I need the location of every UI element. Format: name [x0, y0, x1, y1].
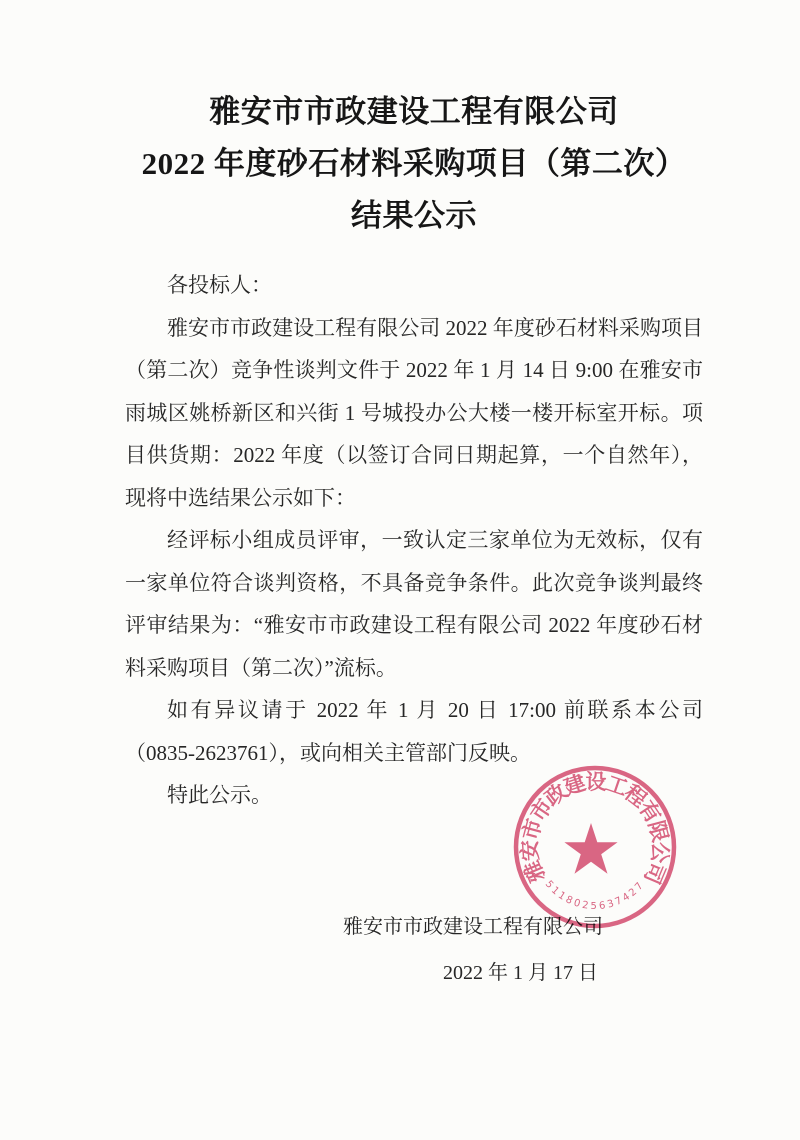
seal-registration-code: 5118025637427	[542, 878, 648, 913]
signature-company: 雅安市市政建设工程有限公司	[343, 915, 603, 938]
document-title	[125, 0, 703, 242]
paragraph-opening-info: 雅安市市政建设工程有限公司 2022 年度砂石材料采购项目（第二次）竞争性谈判文件于 2022 年 1 月 14 日 9:00 在雅安市雨城区姚桥新区和兴街 1 号城投办公大楼一楼开标室开标。项目供货期：2022 年度（以签订合同日期起算，一个自然年），现将中选结果公示如下：	[125, 315, 703, 510]
title-line-result: 结果公示	[351, 198, 477, 233]
document-body	[125, 264, 703, 817]
salutation: 各投标人：	[167, 273, 272, 297]
seal-company-text: 雅安市市政建设工程有限公司	[517, 770, 673, 886]
title-line-company: 雅安市市政建设工程有限公司	[209, 94, 619, 129]
title-line-project: 2022 年度砂石材料采购项目（第二次）	[141, 146, 687, 181]
document-content	[125, 0, 703, 996]
paragraph-objection-contact: 如有异议请于 2022 年 1 月 20 日 17:00 前联系本公司（0835-2623761），或向相关主管部门反映。	[125, 698, 703, 765]
paragraph-review-result: 经评标小组成员评审，一致认定三家单位为无效标，仅有一家单位符合谈判资格，不具备竞争条件。此次竞争谈判最终评审结果为：“雅安市市政建设工程有限公司 2022 年度砂石材料采购项目（第二次）”流标。	[125, 528, 703, 680]
signature-date: 2022 年 1 月 17 日	[443, 961, 598, 984]
signature-block	[125, 904, 703, 996]
paragraph-closing: 特此公示。	[167, 783, 272, 807]
